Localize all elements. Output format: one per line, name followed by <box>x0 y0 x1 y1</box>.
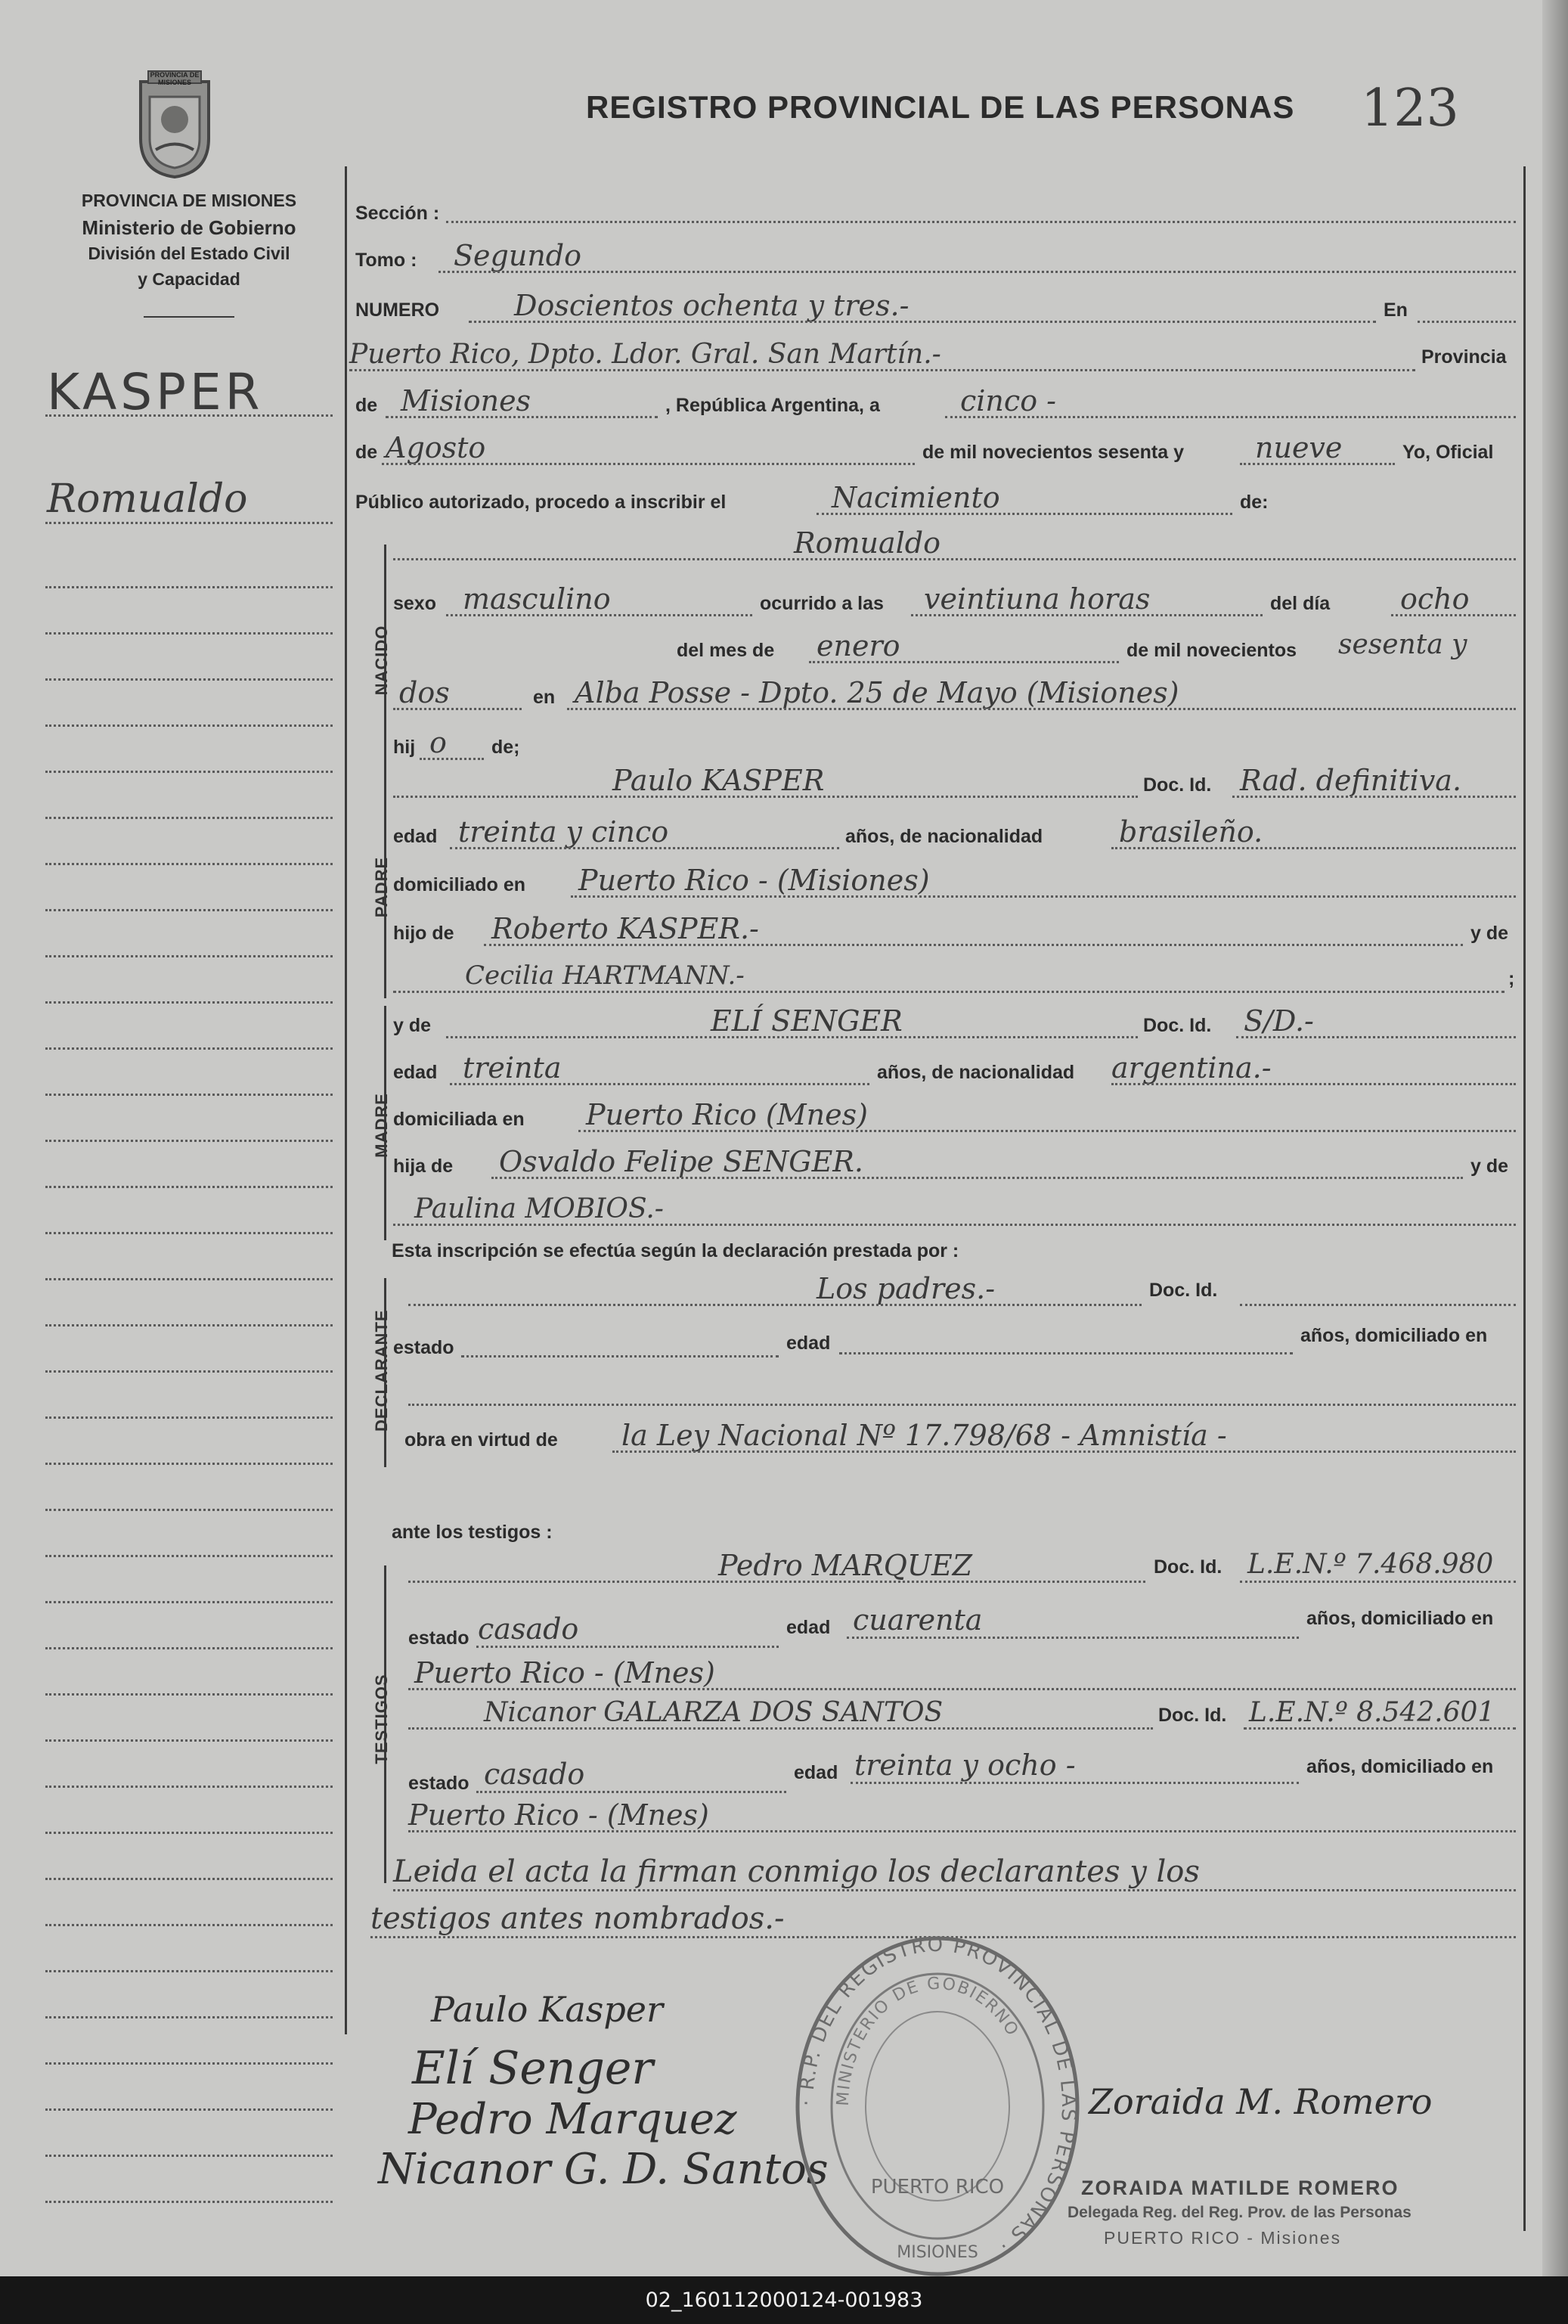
margin-rule-line <box>45 632 333 635</box>
margin-rule-line <box>45 1693 333 1696</box>
testigo1-edad-label: edad <box>786 1617 831 1638</box>
nacido-month-value: enero <box>817 629 900 662</box>
testigo2-domicilio-line <box>408 1830 1516 1832</box>
obra-line <box>612 1451 1516 1453</box>
stamp-inner-text: MINISTERIO DE GOBIERNO <box>833 1974 1023 2107</box>
ocurrido-label: ocurrido a las <box>760 593 884 614</box>
signature-paulo-kasper: Paulo Kasper <box>431 1989 664 2030</box>
official-name: ZORAIDA MATILDE ROMERO <box>1081 2177 1399 2199</box>
padre-domicilio-line <box>571 895 1516 898</box>
testigo2-anos-label: años, domiciliado en <box>1306 1756 1494 1777</box>
madre-name-value: ELÍ SENGER <box>711 1004 903 1038</box>
padre-father-value: Roberto KASPER.- <box>491 912 759 945</box>
testigo1-doc-line <box>1240 1581 1516 1583</box>
margin-rule-line <box>45 1970 333 1972</box>
padre-yde-label: y de <box>1470 923 1509 944</box>
margin-rule-line <box>45 1601 333 1603</box>
official-title: Delegada Reg. del Reg. Prov. de las Personas <box>1068 2204 1412 2221</box>
margin-rule-line <box>45 1509 333 1511</box>
year-value: nueve <box>1255 431 1343 464</box>
hij-label: hij <box>393 737 416 758</box>
madre-section-label: MADRE <box>372 1093 391 1158</box>
testigo1-edad-value: cuarenta <box>853 1603 983 1637</box>
numero-line <box>469 321 1376 323</box>
margin-rule-line <box>45 1786 333 1788</box>
testigo1-domicilio-value: Puerto Rico - (Mnes) <box>414 1656 715 1689</box>
month-line <box>382 463 915 465</box>
declarante-estado-label: estado <box>393 1337 454 1358</box>
day-line <box>945 416 1516 418</box>
madre-anos-label: años, de nacionalidad <box>877 1062 1075 1083</box>
stamp-ring-text: · R.P. DEL REGISTRO PROVINCIAL DE LAS PERSONAS · <box>795 1936 1080 2257</box>
padre-domicilio-label: domiciliado en <box>393 874 526 895</box>
tomo-label: Tomo : <box>355 250 417 271</box>
margin-rule-line <box>45 1140 333 1142</box>
madre-nationality-value: argentina.- <box>1111 1051 1272 1084</box>
nacido-place-value: Alba Posse - Dpto. 25 de Mayo (Misiones) <box>575 676 1179 709</box>
org-underline <box>144 316 234 318</box>
margin-rule-line <box>45 2201 333 2203</box>
testigo2-name-value: Nicanor GALARZA DOS SANTOS <box>484 1697 944 1728</box>
de-label: de <box>355 395 378 416</box>
margin-rule-line <box>45 1463 333 1465</box>
margin-rule-line <box>45 909 333 911</box>
madre-mother-line <box>393 1224 1516 1226</box>
act-line <box>817 513 1232 515</box>
month-value: Agosto <box>386 431 486 464</box>
margin-rule-line <box>45 2016 333 2018</box>
yo-label: Yo, Oficial <box>1402 442 1494 463</box>
nacido-day-line <box>1391 614 1516 616</box>
margin-rule-line <box>45 771 333 773</box>
madre-father-line <box>491 1177 1463 1179</box>
madre-domicilio-line <box>578 1130 1516 1132</box>
tomo-line <box>438 271 1516 273</box>
org-line-1: PROVINCIA DE MISIONES <box>81 191 297 210</box>
padre-name-value: Paulo KASPER <box>612 764 825 797</box>
testigo2-estado-value: casado <box>484 1758 585 1791</box>
margin-rule-line <box>45 1878 333 1880</box>
margin-rule-line <box>45 1324 333 1326</box>
testigo2-domicilio-value: Puerto Rico - (Mnes) <box>408 1798 709 1832</box>
madre-yde-label: y de <box>393 1015 432 1036</box>
declarante-doc-line <box>1240 1304 1516 1306</box>
margin-rule-line <box>45 2155 333 2157</box>
padre-father-line <box>484 944 1463 946</box>
madre-doc-line <box>1236 1036 1516 1038</box>
nacido-day-value: ocho <box>1400 582 1470 616</box>
madre-edad-label: edad <box>393 1062 438 1083</box>
madre-edad-value: treinta <box>463 1051 562 1084</box>
testigo1-anos-label: años, domiciliado en <box>1306 1608 1494 1629</box>
hij-line <box>420 758 484 760</box>
margin-name-line <box>45 522 333 524</box>
province-line <box>386 416 658 418</box>
signature-nicanor-santos: Nicanor G. D. Santos <box>378 2145 829 2194</box>
padre-doc-label: Doc. Id. <box>1143 774 1212 796</box>
declarante-estado-line <box>461 1355 779 1357</box>
stamp-bottom-text: MISIONES <box>897 2243 978 2262</box>
signature-eli-senger: Elí Senger <box>412 2042 654 2095</box>
testigo1-edad-line <box>847 1637 1299 1639</box>
testigo2-doc-line <box>1244 1727 1516 1730</box>
del-dia-label: del día <box>1270 593 1331 614</box>
page-title: REGISTRO PROVINCIAL DE LAS PERSONAS <box>586 89 1295 125</box>
sexo-line <box>446 614 752 616</box>
margin-rule-line <box>45 955 333 957</box>
madre-yde2-label: y de <box>1470 1156 1509 1177</box>
testigo2-edad-line <box>851 1782 1299 1784</box>
closing-line-2: testigos antes nombrados.- <box>370 1901 785 1936</box>
nacido-section-label: NACIDO <box>372 625 391 696</box>
margin-rule-line <box>45 1186 333 1188</box>
publico-label: Público autorizado, procedo a inscribir el <box>355 492 727 513</box>
seccion-line <box>446 221 1516 223</box>
province-value: Misiones <box>401 384 531 417</box>
testigo1-doc-value: L.E.N.º 7.468.980 <box>1247 1549 1494 1580</box>
place-value: Puerto Rico, Dpto. Ldor. Gral. San Martín.- <box>349 339 941 370</box>
padre-edad-line <box>450 847 839 849</box>
place-line <box>349 369 1415 371</box>
declarante-edad-label: edad <box>786 1333 831 1354</box>
margin-rule-line <box>45 1001 333 1004</box>
org-line-3: División del Estado Civil <box>88 244 290 263</box>
margin-rule-line <box>45 1232 333 1234</box>
hij-value: o <box>429 726 447 759</box>
closing-line-1-rule <box>393 1889 1516 1891</box>
margin-rule-line <box>45 725 333 727</box>
en-line <box>1418 321 1516 323</box>
testigo1-name-line <box>408 1581 1145 1583</box>
padre-semicolon: ; <box>1508 968 1515 989</box>
madre-doc-label: Doc. Id. <box>1143 1015 1212 1036</box>
padre-doc-value: Rad. definitiva. <box>1240 764 1462 797</box>
margin-rule-line <box>45 1278 333 1280</box>
declarante-domicilio-line <box>408 1404 1516 1406</box>
testigo2-edad-value: treinta y ocho - <box>854 1748 1076 1782</box>
madre-domicilio-label: domiciliada en <box>393 1109 525 1130</box>
republica-label: , República Argentina, a <box>665 395 880 416</box>
org-line-4: y Capacidad <box>138 269 240 289</box>
testigo1-domicilio-line <box>408 1688 1516 1690</box>
hij-de-label: de; <box>491 737 520 758</box>
testigo1-doc-label: Doc. Id. <box>1154 1556 1222 1578</box>
declarante-name-line <box>408 1304 1142 1306</box>
footer-image-id: 02_160112000124-001983 <box>0 2276 1568 2324</box>
madre-nationality-line <box>1111 1083 1516 1085</box>
madre-mother-value: Paulina MOBIOS.- <box>414 1193 664 1224</box>
margin-rule-line <box>45 2062 333 2065</box>
testigo1-name-value: Pedro MARQUEZ <box>718 1549 973 1582</box>
padre-name-line <box>393 796 1138 798</box>
margin-rule-line <box>45 1047 333 1050</box>
margin-rule-line <box>45 1832 333 1834</box>
madre-father-value: Osvaldo Felipe SENGER. <box>499 1145 863 1178</box>
de-label-2: de <box>355 442 378 463</box>
declarante-doc-label: Doc. Id. <box>1149 1280 1218 1301</box>
declarante-anos-label: años, domiciliado en <box>1300 1325 1488 1346</box>
hour-line <box>911 614 1263 616</box>
declarante-name-value: Los padres.- <box>817 1272 996 1305</box>
padre-doc-line <box>1232 796 1516 798</box>
tomo-value: Segundo <box>454 239 581 272</box>
nacido-en-label: en <box>533 687 556 708</box>
testigos-section-label: TESTIGOS <box>372 1674 391 1764</box>
nacido-month-line <box>809 661 1119 663</box>
padre-hijo-label: hijo de <box>393 923 454 944</box>
sexo-value: masculino <box>463 582 611 616</box>
official-place: PUERTO RICO - Misiones <box>1104 2228 1342 2248</box>
testigo2-doc-label: Doc. Id. <box>1158 1705 1227 1726</box>
sexo-label: sexo <box>393 593 436 614</box>
margin-rule-line <box>45 1416 333 1419</box>
padre-edad-label: edad <box>393 826 438 847</box>
signature-official: Zoraida M. Romero <box>1089 2081 1433 2122</box>
numero-value: Doscientos ochenta y tres.- <box>514 289 910 322</box>
provincia-label: Provincia <box>1421 346 1507 368</box>
padre-edad-value: treinta y cinco <box>458 815 669 849</box>
margin-surname: KASPER <box>47 363 264 421</box>
testigo2-estado-line <box>476 1791 786 1793</box>
official-seal-stamp-icon <box>794 1936 1081 2276</box>
obra-label: obra en virtud de <box>404 1429 558 1451</box>
nacido-name-value: Romualdo <box>794 526 941 560</box>
margin-given-name: Romualdo <box>47 476 248 522</box>
madre-doc-value: S/D.- <box>1244 1004 1314 1038</box>
padre-mother-value: Cecilia HARTMANN.- <box>465 960 745 991</box>
margin-rule-line <box>45 1924 333 1926</box>
seccion-label: Sección : <box>355 203 440 224</box>
padre-nationality-value: brasileño. <box>1119 815 1263 849</box>
padre-domicilio-value: Puerto Rico - (Misiones) <box>578 864 930 897</box>
margin-rule-line <box>45 678 333 681</box>
numero-label: NUMERO <box>355 299 440 321</box>
margin-rule-line <box>45 586 333 588</box>
obra-value: la Ley Nacional Nº 17.798/68 - Amnistía - <box>621 1419 1227 1452</box>
year-line <box>1240 463 1395 465</box>
padre-anos-label: años, de nacionalidad <box>845 826 1043 847</box>
org-line-2: Ministerio de Gobierno <box>82 216 296 239</box>
margin-rule-line <box>45 863 333 865</box>
margin-rule-line <box>45 1739 333 1742</box>
signature-pedro-marquez: Pedro Marquez <box>408 2095 737 2144</box>
mil-label: de mil novecientos <box>1126 640 1297 661</box>
testigo1-estado-value: casado <box>478 1612 579 1646</box>
madre-edad-line <box>450 1083 869 1085</box>
nacido-place-line <box>567 708 1516 710</box>
nacido-year-line <box>393 708 522 710</box>
declarante-section-label: DECLARANTE <box>372 1309 391 1432</box>
margin-rule-line <box>45 1647 333 1649</box>
binding-edge <box>1542 0 1568 2276</box>
testigo2-name-line <box>408 1727 1153 1730</box>
del-mes-label: del mes de <box>677 640 775 661</box>
de2-label: de: <box>1240 492 1269 513</box>
testigo2-doc-value: L.E.N.º 8.542.601 <box>1249 1697 1495 1728</box>
padre-mother-line <box>393 991 1504 993</box>
madre-name-line <box>446 1036 1138 1038</box>
emblem-caption: PROVINCIA DE MISIONES <box>150 71 200 86</box>
hour-value: veintiuna horas <box>924 582 1151 616</box>
frame-right-line <box>1523 166 1526 2231</box>
stamp-center-text: PUERTO RICO <box>870 2176 1005 2198</box>
act-value: Nacimiento <box>832 481 1000 514</box>
frame-left-line <box>345 166 347 2034</box>
madre-domicilio-value: Puerto Rico (Mnes) <box>586 1098 868 1131</box>
margin-rule-line <box>45 1094 333 1096</box>
year-text-label: de mil novecientos sesenta y <box>922 442 1184 463</box>
declarante-edad-line <box>839 1352 1293 1354</box>
testigos-label: ante los testigos : <box>392 1522 553 1543</box>
testigo1-estado-label: estado <box>408 1627 469 1649</box>
padre-section-label: PADRE <box>372 856 391 918</box>
declaracion-label: Esta inscripción se efectúa según la declaración prestada por : <box>392 1240 959 1261</box>
testigo1-estado-line <box>476 1646 779 1648</box>
madre-hija-label: hija de <box>393 1156 454 1177</box>
testigo2-estado-label: estado <box>408 1773 469 1794</box>
margin-rule-line <box>45 1370 333 1373</box>
nacido-year-value-1: sesenta y <box>1338 629 1467 660</box>
margin-rule-line <box>45 2108 333 2111</box>
margin-rule-line <box>45 1555 333 1557</box>
padre-nationality-line <box>1111 847 1516 849</box>
page-number: 123 <box>1361 79 1459 138</box>
nacido-name-line <box>393 558 1516 560</box>
en-label: En <box>1384 299 1408 321</box>
nacido-year-value-2: dos <box>399 676 450 709</box>
closing-line-1: Leida el acta la firman conmigo los declarantes y los <box>393 1854 1200 1889</box>
day-value: cinco - <box>960 384 1056 417</box>
margin-rule-line <box>45 817 333 819</box>
testigo2-edad-label: edad <box>794 1762 838 1783</box>
